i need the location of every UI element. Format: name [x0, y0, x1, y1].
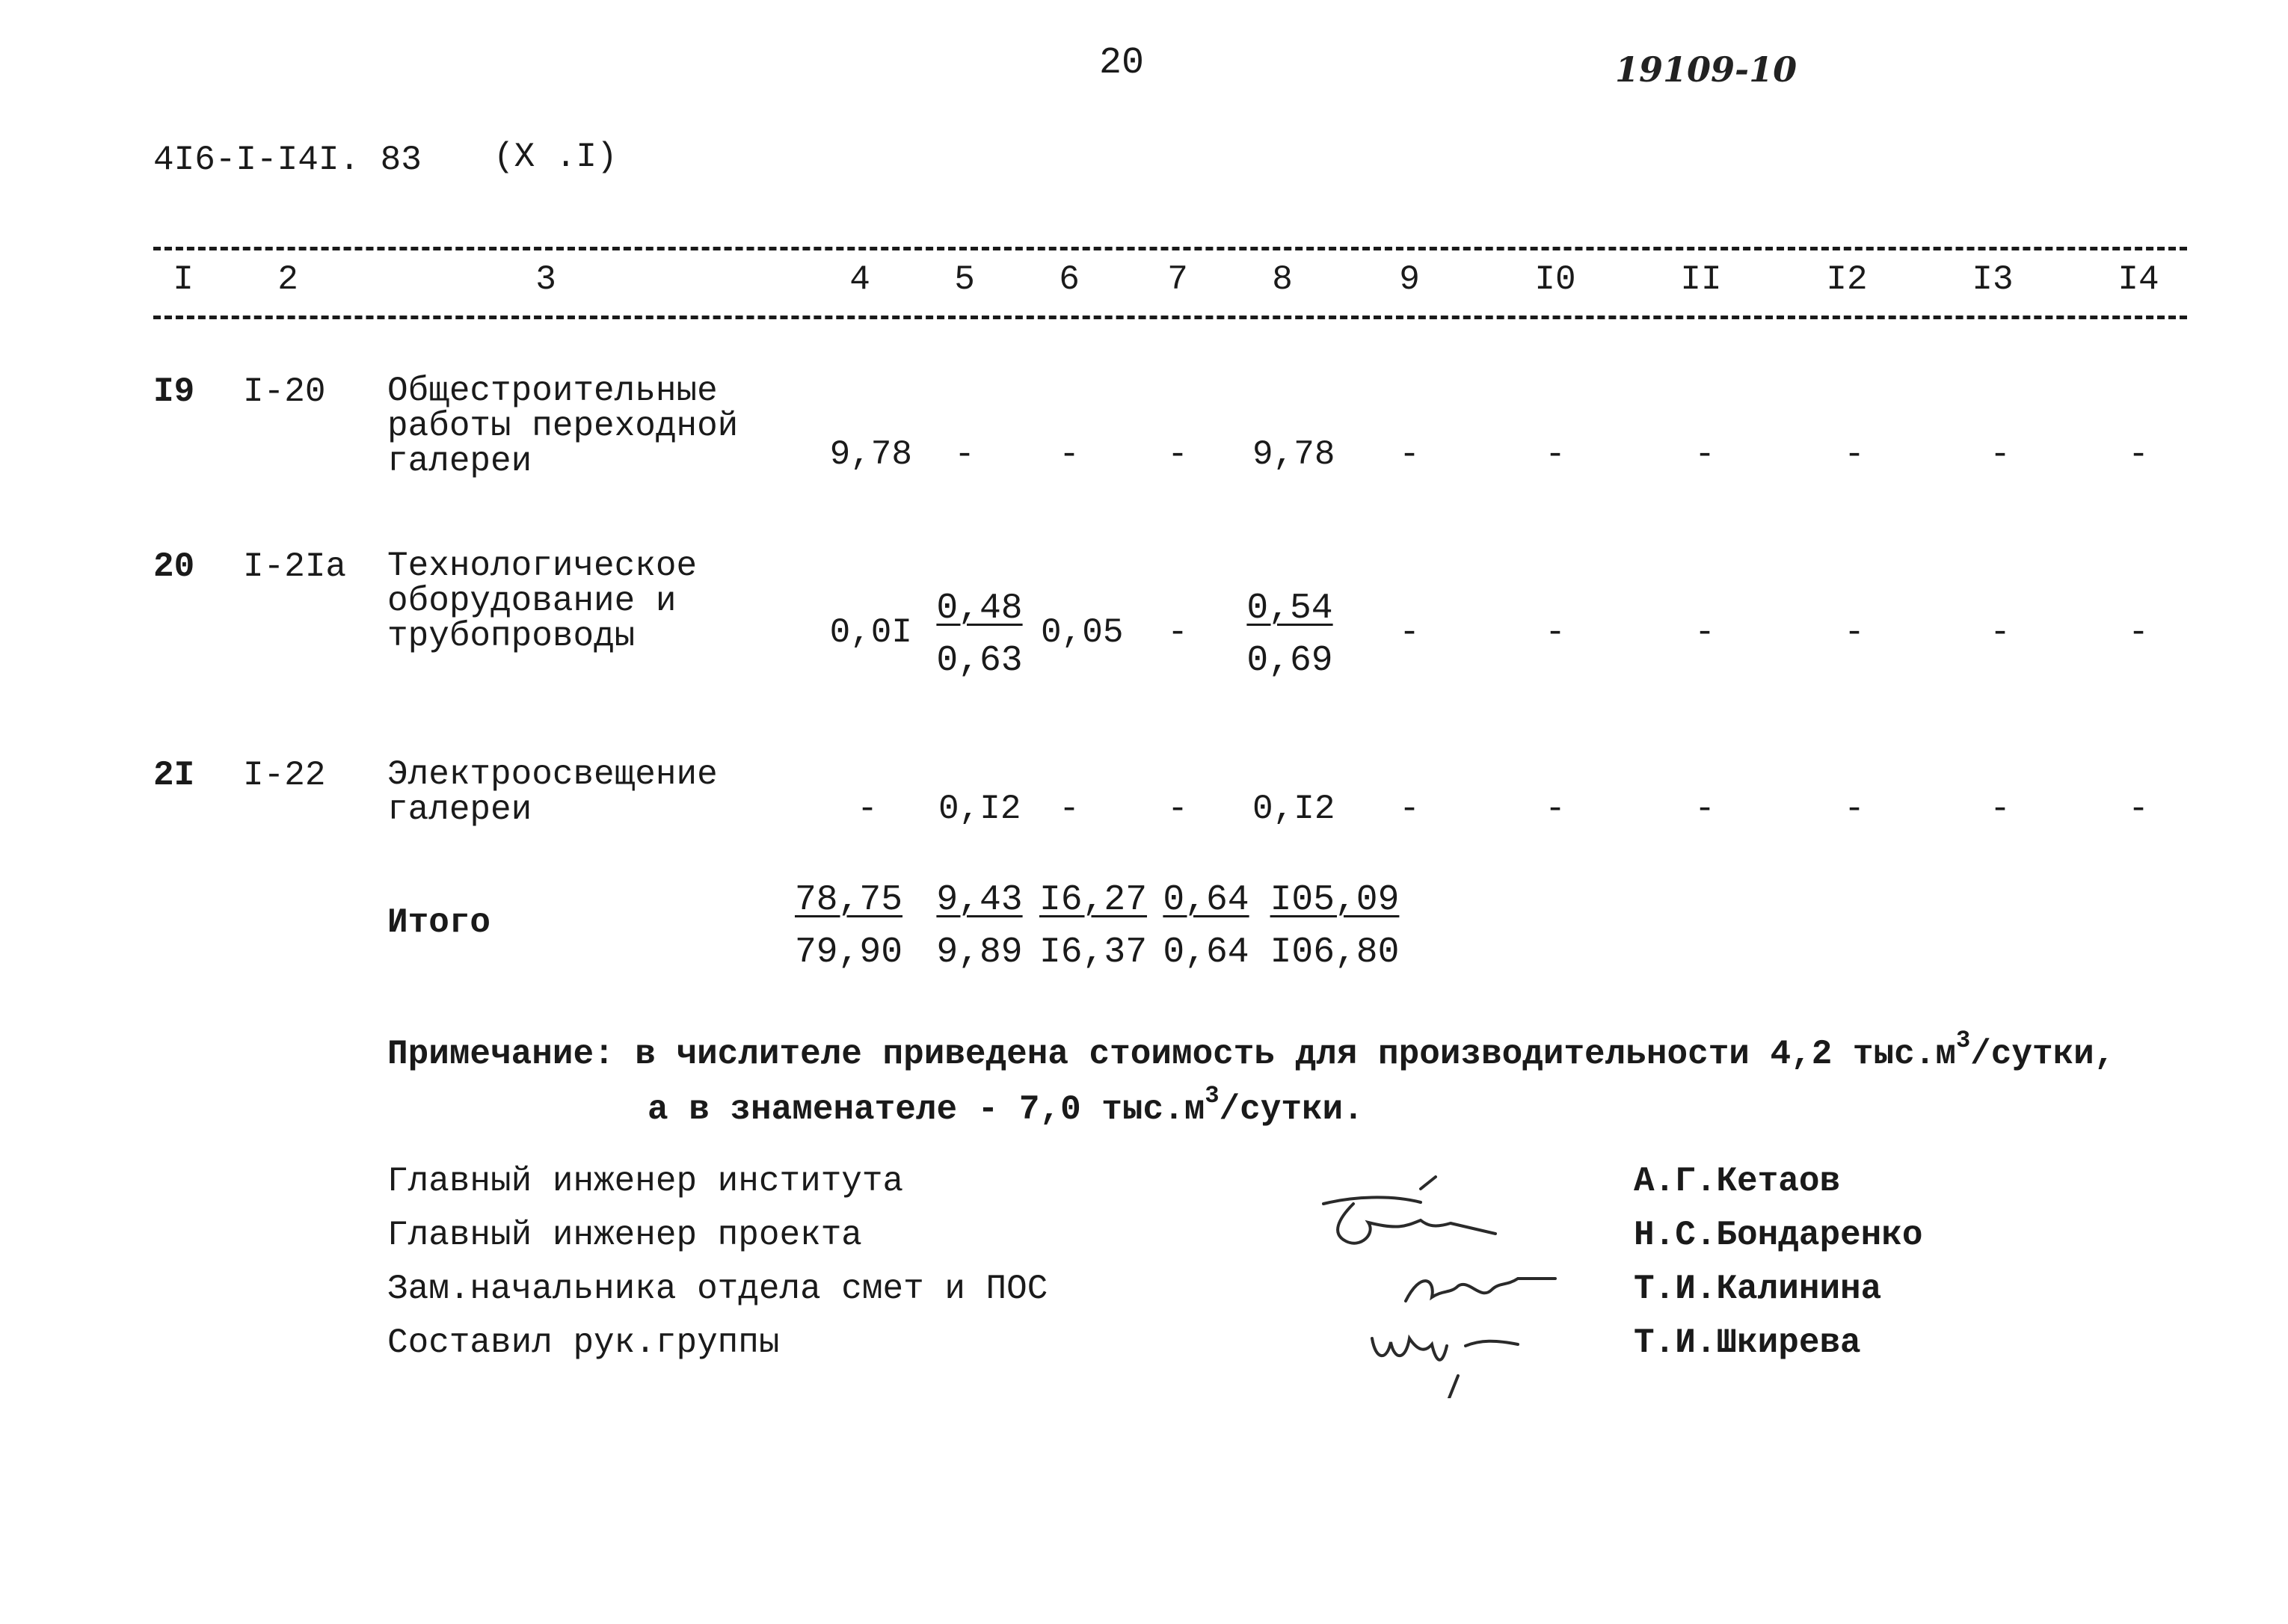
signer-name: А.Г.Кетаов: [1634, 1162, 1841, 1201]
page-number: 20: [1099, 42, 1145, 84]
total-col6: [1033, 882, 1153, 971]
cell-col6: -: [1059, 435, 1080, 474]
cell-col9: -: [1399, 613, 1420, 652]
cell-col5: 0,I2: [938, 790, 1021, 828]
total-col8: [1264, 882, 1406, 971]
cell-col11: -: [1694, 790, 1715, 828]
row-description: Технологическое оборудование и трубопроводы: [387, 547, 698, 656]
row-code: I-20: [243, 372, 326, 411]
signer-title: Зам.начальника отдела смет и ПОС: [387, 1270, 1048, 1308]
signer-name: Н.С.Бондаренко: [1634, 1216, 1923, 1255]
row-number: 20: [153, 547, 195, 586]
cell-col14: -: [2128, 790, 2149, 828]
document-code: 4I6-I-I4I. 83: [153, 141, 422, 179]
cell-col11: -: [1694, 435, 1715, 474]
numerator: 9,43: [936, 880, 1023, 920]
column-header: 5: [954, 260, 975, 299]
document-section: (X .I): [493, 138, 618, 176]
cell-col8-fraction: [1241, 588, 1338, 681]
column-header: 9: [1399, 260, 1420, 299]
column-header: 4: [849, 260, 870, 299]
cell-col6: -: [1059, 790, 1080, 828]
numerator: 0,54: [1246, 588, 1333, 629]
cell-col4: -: [857, 790, 878, 828]
total-col4: [785, 882, 912, 971]
cell-col9: -: [1399, 790, 1420, 828]
cell-col4: 0,0I: [829, 613, 912, 652]
column-header: 7: [1167, 260, 1188, 299]
cell-col13: -: [1990, 613, 2011, 652]
cell-col7: -: [1167, 613, 1188, 652]
column-header: 6: [1059, 260, 1080, 299]
column-header: I3: [1972, 260, 2014, 299]
row-description: Электроосвещение галереи: [387, 755, 718, 829]
cell-col5-fraction: [931, 588, 1028, 681]
column-header: 3: [535, 260, 556, 299]
cell-col4: 9,78: [829, 435, 912, 474]
signer-title: Главный инженер проекта: [387, 1216, 862, 1255]
row-code: I-2Ia: [243, 547, 347, 586]
note-line-1: Примечание: в числителе приведена стоимость для производительности 4,2 $тыс.м^3$/сутки,: [387, 1027, 2115, 1074]
cell-col13: -: [1990, 790, 2011, 828]
numerator: 0,64: [1163, 880, 1249, 920]
row-number: I9: [153, 372, 195, 411]
archive-stamp: 19109-10: [1615, 49, 1798, 90]
cell-col8: 0,I2: [1252, 790, 1335, 828]
signer-title: Главный инженер института: [387, 1162, 904, 1201]
column-header: I0: [1534, 260, 1576, 299]
cell-col10: -: [1545, 790, 1566, 828]
signer-name: Т.И.Калинина: [1634, 1270, 1882, 1308]
cell-col7: -: [1167, 790, 1188, 828]
denominator: 79,90: [794, 932, 903, 973]
cell-col8: 9,78: [1252, 435, 1335, 474]
cell-col9: -: [1399, 435, 1420, 474]
cell-col10: -: [1545, 613, 1566, 652]
column-header: I: [173, 260, 194, 299]
cell-col12: -: [1844, 613, 1865, 652]
cell-col5: -: [954, 435, 975, 474]
denominator: 0,69: [1246, 641, 1333, 681]
column-header: 8: [1272, 260, 1293, 299]
cell-col11: -: [1694, 613, 1715, 652]
signer-title: Составил рук.группы: [387, 1323, 780, 1362]
numerator: I05,09: [1270, 880, 1400, 920]
numerator: 0,48: [936, 588, 1023, 629]
numerator: I6,27: [1039, 880, 1148, 920]
signer-name: Т.И.Шкирева: [1634, 1323, 1861, 1362]
denominator: 0,63: [936, 641, 1023, 681]
cell-col6: 0,05: [1041, 613, 1124, 652]
numerator: 78,75: [794, 880, 903, 920]
handwritten-signature-1: [1308, 1174, 1518, 1256]
denominator: I6,37: [1039, 932, 1148, 973]
total-col7: [1157, 882, 1255, 971]
column-header: I2: [1826, 260, 1868, 299]
cell-col12: -: [1844, 790, 1865, 828]
total-label: Итого: [387, 903, 491, 942]
cell-col12: -: [1844, 435, 1865, 474]
column-header: II: [1680, 260, 1722, 299]
column-header: 2: [277, 260, 298, 299]
denominator: 9,89: [936, 932, 1023, 973]
cell-col13: -: [1990, 435, 2011, 474]
handwritten-signature-2: [1361, 1256, 1615, 1398]
cell-col10: -: [1545, 435, 1566, 474]
header-top-rule: [153, 247, 2187, 250]
total-col5: [931, 882, 1028, 971]
column-header: I4: [2118, 260, 2159, 299]
row-code: I-22: [243, 756, 326, 795]
row-number: 2I: [153, 756, 195, 795]
header-bottom-rule: [153, 316, 2187, 319]
cell-col7: -: [1167, 435, 1188, 474]
denominator: 0,64: [1163, 932, 1249, 973]
note-line-2: а в знаменателе - 7,0 $тыс.м^3$/сутки.: [648, 1082, 1364, 1129]
denominator: I06,80: [1270, 932, 1400, 973]
cell-col14: -: [2128, 435, 2149, 474]
cell-col14: -: [2128, 613, 2149, 652]
row-description: Общестроительные работы переходной галереи: [387, 372, 739, 481]
